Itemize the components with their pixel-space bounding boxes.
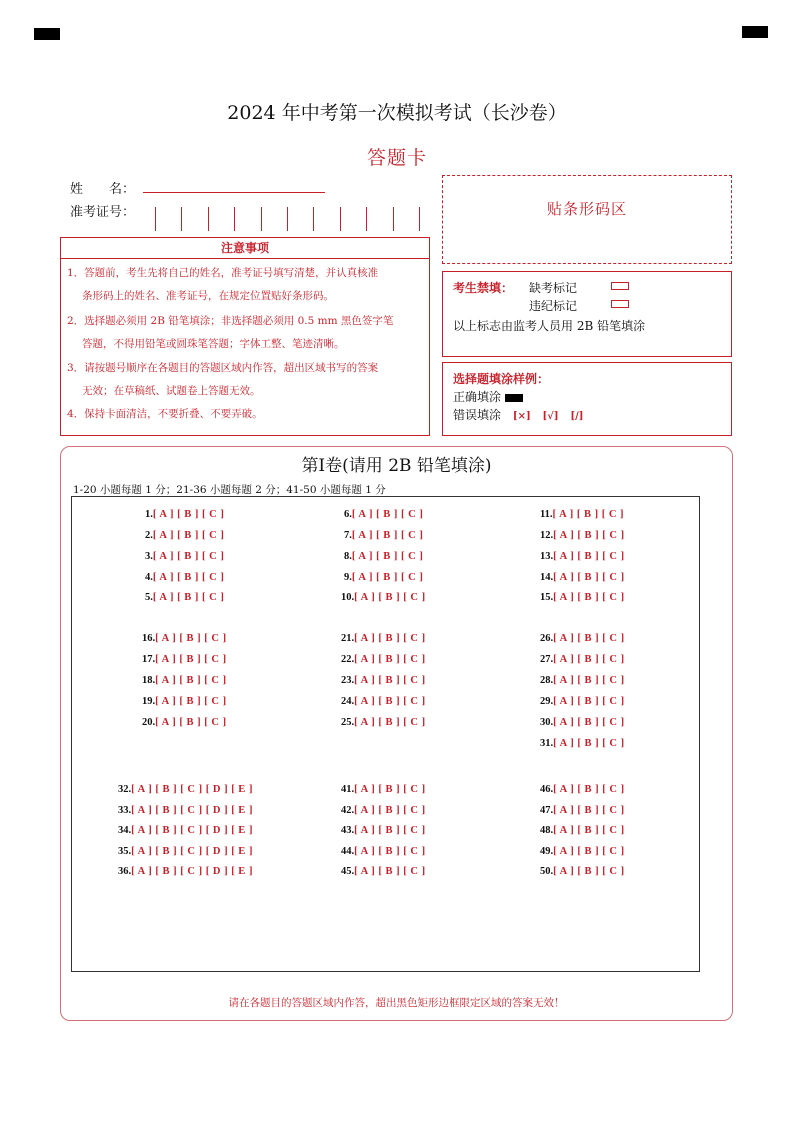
answer-row[interactable] <box>540 846 625 857</box>
notice-item: 1．答题前，考生先将自己的姓名，准考证号填写清楚，并认真核准 <box>67 267 379 279</box>
notice-item: 3．请按题号顺序在各题目的答题区域内作答，超出区域书写的答案 <box>67 362 379 374</box>
answer-options[interactable]: [ A ] [ B ] [ C ] <box>553 738 625 749</box>
answer-row[interactable] <box>540 551 625 562</box>
answer-row[interactable] <box>344 509 423 520</box>
answer-options[interactable]: [ A ] [ B ] [ C ] <box>553 846 625 857</box>
answer-options[interactable]: [ A ] [ B ] [ C ] <box>553 866 625 877</box>
answer-options[interactable]: [ A ] [ B ] [ C ] <box>155 675 227 686</box>
answer-options[interactable]: [ A ] [ B ] [ C ] <box>553 696 625 707</box>
correct-fill-row <box>453 388 523 405</box>
answer-row[interactable] <box>142 717 227 728</box>
correct-fill-label: 正确填涂 <box>453 390 502 404</box>
question-number: 4. <box>145 572 153 583</box>
answer-options[interactable]: [ A ] [ B ] [ C ] <box>553 717 625 728</box>
answer-options[interactable]: [ A ] [ B ] [ C ] <box>553 675 625 686</box>
question-number: 47. <box>540 805 554 816</box>
question-number: 30. <box>540 717 554 728</box>
answer-row[interactable] <box>341 633 426 644</box>
violation-label: 违纪标记 <box>529 299 578 313</box>
question-number: 5. <box>145 592 153 603</box>
answer-row[interactable] <box>341 675 426 686</box>
answer-options[interactable]: [ A ] [ B ] [ C ] <box>354 825 426 836</box>
forbidden-note: 以上标志由监考人员用 2B 铅笔填涂 <box>453 319 646 333</box>
section-one-title: 第Ⅰ卷(请用 2B 铅笔填涂) <box>301 456 492 476</box>
answer-row[interactable] <box>540 530 625 541</box>
notice-item: 条形码上的姓名、准考证号，在规定位置贴好条形码。 <box>82 290 334 302</box>
question-number: 18. <box>142 675 156 686</box>
id-label: 准考证号： <box>70 205 136 220</box>
question-number: 3. <box>145 551 153 562</box>
answer-row[interactable] <box>344 530 423 541</box>
question-number: 29. <box>540 696 554 707</box>
violation-mark-box[interactable] <box>611 300 629 308</box>
question-number: 1. <box>145 509 153 520</box>
answer-row[interactable] <box>341 784 426 795</box>
notice-box <box>60 259 430 436</box>
question-number: 21. <box>341 633 355 644</box>
answer-options[interactable]: [ A ] [ B ] [ C ] <box>553 654 625 665</box>
name-label: 姓 名： <box>70 182 136 197</box>
answer-options[interactable]: [ A ] [ B ] [ C ] <box>152 509 225 520</box>
answer-row[interactable] <box>540 805 625 816</box>
question-number: 28. <box>540 675 554 686</box>
answer-row[interactable] <box>540 572 625 583</box>
id-digit-box[interactable] <box>313 207 339 231</box>
answer-options[interactable]: [ A ] [ B ] [ C ] <box>354 846 426 857</box>
question-number: 43. <box>341 825 355 836</box>
answer-row[interactable] <box>145 509 224 520</box>
answer-options[interactable]: [ A ] [ B ] [ C ] <box>354 805 426 816</box>
registration-mark-left <box>34 28 60 40</box>
name-field[interactable] <box>143 192 325 193</box>
question-number: 11. <box>540 509 553 520</box>
answer-row[interactable] <box>142 654 227 665</box>
answer-row[interactable] <box>540 825 625 836</box>
answer-options[interactable]: [ A ] [ B ] [ C ] <box>354 633 426 644</box>
question-number: 45. <box>341 866 355 877</box>
answer-options[interactable]: [ A ] [ B ] [ C ] <box>354 654 426 665</box>
notice-item: 2．选择题必须用 2B 铅笔填涂；非选择题必须用 0.5 mm 黑色签字笔 <box>67 315 394 327</box>
question-number: 16. <box>142 633 156 644</box>
page-title: 2024 年中考第一次模拟考试（长沙卷） <box>227 102 567 124</box>
question-number: 49. <box>540 846 554 857</box>
sample-heading: 选择题填涂样例： <box>453 372 550 386</box>
question-number: 48. <box>540 825 554 836</box>
wrong-mark-cross: [×] <box>512 411 531 422</box>
question-number: 32. <box>118 784 132 795</box>
answer-options[interactable]: [ A ] [ B ] [ C ] <box>155 633 227 644</box>
question-number: 9. <box>344 572 352 583</box>
answer-row[interactable] <box>540 633 625 644</box>
question-number: 41. <box>341 784 355 795</box>
answer-options[interactable]: [ A ] [ B ] [ C ] <box>354 866 426 877</box>
answer-row[interactable] <box>145 530 224 541</box>
answer-options[interactable]: [ A ] [ B ] [ C ] [ D ] [ E ] <box>131 866 253 877</box>
answer-row[interactable] <box>118 784 253 795</box>
question-number: 17. <box>142 654 156 665</box>
answer-row[interactable] <box>540 717 625 728</box>
answer-options[interactable]: [ A ] [ B ] [ C ] <box>152 592 225 603</box>
answer-options[interactable]: [ A ] [ B ] [ C ] <box>553 825 625 836</box>
answer-row[interactable] <box>341 717 426 728</box>
wrong-mark-check: [√] <box>542 411 559 422</box>
exam-id-boxes[interactable] <box>155 207 420 231</box>
wrong-mark-slash: [/] <box>570 411 584 422</box>
answer-row[interactable] <box>540 738 625 749</box>
question-number: 2. <box>145 530 153 541</box>
question-number: 34. <box>118 825 132 836</box>
id-digit-box[interactable] <box>181 207 207 231</box>
question-number: 24. <box>341 696 355 707</box>
answer-options[interactable]: [ A ] [ B ] [ C ] <box>553 551 625 562</box>
question-number: 12. <box>540 530 554 541</box>
score-note: 1-20 小题每题 1 分；21-36 小题每题 2 分；41-50 小题每题 1 分 <box>73 484 386 496</box>
question-number: 36. <box>118 866 132 877</box>
answer-options[interactable]: [ A ] [ B ] [ C ] <box>354 696 426 707</box>
answer-row[interactable] <box>145 592 224 603</box>
answer-row[interactable] <box>540 654 625 665</box>
answer-row[interactable] <box>344 572 423 583</box>
question-number: 13. <box>540 551 554 562</box>
answer-options[interactable]: [ A ] [ B ] [ C ] <box>152 572 225 583</box>
answer-row[interactable] <box>118 866 253 877</box>
notice-item: 无效；在草稿纸、试题卷上答题无效。 <box>82 385 261 397</box>
id-digit-box[interactable] <box>287 207 313 231</box>
answer-row[interactable] <box>540 675 625 686</box>
answer-row[interactable] <box>540 784 625 795</box>
answer-options[interactable]: [ A ] [ B ] [ C ] [ D ] [ E ] <box>131 784 253 795</box>
question-number: 20. <box>142 717 156 728</box>
answer-options[interactable]: [ A ] [ B ] [ C ] <box>351 530 424 541</box>
question-number: 23. <box>341 675 355 686</box>
answer-options[interactable]: [ A ] [ B ] [ C ] <box>553 805 625 816</box>
answer-area-warning: 请在各题目的答题区域内作答，超出黑色矩形边框限定区域的答案无效！ <box>228 997 565 1009</box>
notice-item: 答题，不得用铅笔或圆珠笔答题；字体工整、笔迹清晰。 <box>82 338 345 350</box>
filled-mark-icon <box>505 394 523 402</box>
answer-options[interactable]: [ A ] [ B ] [ C ] <box>155 696 227 707</box>
barcode-label: 贴条形码区 <box>546 200 627 218</box>
page-subtitle: 答题卡 <box>366 147 427 169</box>
question-number: 19. <box>142 696 156 707</box>
answer-row[interactable] <box>341 825 426 836</box>
question-number: 42. <box>341 805 355 816</box>
question-number: 6. <box>344 509 352 520</box>
answer-options[interactable]: [ A ] [ B ] [ C ] <box>354 717 426 728</box>
question-number: 35. <box>118 846 132 857</box>
barcode-area <box>442 175 732 264</box>
answer-row[interactable] <box>341 805 426 816</box>
question-number: 15. <box>540 592 554 603</box>
answer-row[interactable] <box>341 592 426 603</box>
answer-row[interactable] <box>341 866 426 877</box>
id-digit-box[interactable] <box>155 207 181 231</box>
question-number: 8. <box>344 551 352 562</box>
answer-row[interactable] <box>341 846 426 857</box>
forbidden-heading: 考生禁填： <box>453 281 514 295</box>
answer-options[interactable]: [ A ] [ B ] [ C ] <box>553 633 625 644</box>
answer-row[interactable] <box>142 675 227 686</box>
answer-options[interactable]: [ A ] [ B ] [ C ] [ D ] [ E ] <box>131 825 253 836</box>
wrong-fill-label: 错误填涂 <box>453 408 502 422</box>
answer-options[interactable]: [ A ] [ B ] [ C ] <box>553 592 625 603</box>
answer-row[interactable] <box>540 509 624 520</box>
wrong-fill-row <box>453 406 584 423</box>
answer-row[interactable] <box>341 654 426 665</box>
notice-item: 4．保持卡面清洁，不要折叠、不要弄破。 <box>67 408 263 420</box>
question-number: 14. <box>540 572 554 583</box>
absent-mark-box[interactable] <box>611 282 629 290</box>
answer-row[interactable] <box>118 846 253 857</box>
answer-options[interactable]: [ A ] [ B ] [ C ] <box>553 530 625 541</box>
answer-options[interactable]: [ A ] [ B ] [ C ] <box>351 551 424 562</box>
id-digit-box[interactable] <box>366 207 392 231</box>
answer-options[interactable]: [ A ] [ B ] [ C ] <box>351 572 424 583</box>
answer-options[interactable]: [ A ] [ B ] [ C ] <box>152 530 225 541</box>
question-number: 27. <box>540 654 554 665</box>
question-number: 10. <box>341 592 355 603</box>
answer-row[interactable] <box>142 696 227 707</box>
question-number: 50. <box>540 866 554 877</box>
answer-row[interactable] <box>540 696 625 707</box>
question-number: 25. <box>341 717 355 728</box>
answer-row[interactable] <box>118 825 253 836</box>
answer-options[interactable]: [ A ] [ B ] [ C ] [ D ] [ E ] <box>131 805 253 816</box>
question-number: 31. <box>540 738 554 749</box>
id-digit-box[interactable] <box>393 207 420 231</box>
question-number: 26. <box>540 633 554 644</box>
answer-options[interactable]: [ A ] [ B ] [ C ] <box>155 717 227 728</box>
question-number: 33. <box>118 805 132 816</box>
id-digit-box[interactable] <box>234 207 260 231</box>
answer-options[interactable]: [ A ] [ B ] [ C ] <box>155 654 227 665</box>
answer-options[interactable]: [ A ] [ B ] [ C ] <box>552 509 625 520</box>
answer-row[interactable] <box>145 572 224 583</box>
answer-options[interactable]: [ A ] [ B ] [ C ] <box>553 572 625 583</box>
answer-options[interactable]: [ A ] [ B ] [ C ] <box>152 551 225 562</box>
notice-heading: 注意事项 <box>60 237 430 259</box>
answer-row[interactable] <box>344 551 423 562</box>
forbidden-box <box>442 271 732 357</box>
answer-row[interactable] <box>142 633 227 644</box>
answer-row[interactable] <box>540 866 625 877</box>
answer-options[interactable]: [ A ] [ B ] [ C ] <box>553 784 625 795</box>
answer-row[interactable] <box>118 805 253 816</box>
answer-options[interactable]: [ A ] [ B ] [ C ] <box>351 509 424 520</box>
question-number: 44. <box>341 846 355 857</box>
answer-grid <box>71 496 700 972</box>
id-digit-box[interactable] <box>340 207 366 231</box>
fill-sample-box <box>442 362 732 436</box>
answer-row[interactable] <box>540 592 625 603</box>
answer-options[interactable]: [ A ] [ B ] [ C ] <box>354 592 426 603</box>
id-digit-box[interactable] <box>208 207 234 231</box>
registration-mark-right <box>742 26 768 38</box>
answer-options[interactable]: [ A ] [ B ] [ C ] <box>354 675 426 686</box>
answer-row[interactable] <box>145 551 224 562</box>
absent-label: 缺考标记 <box>529 281 578 295</box>
answer-row[interactable] <box>341 696 426 707</box>
id-digit-box[interactable] <box>261 207 287 231</box>
question-number: 7. <box>344 530 352 541</box>
question-number: 22. <box>341 654 355 665</box>
question-number: 46. <box>540 784 554 795</box>
answer-options[interactable]: [ A ] [ B ] [ C ] <box>354 784 426 795</box>
answer-options[interactable]: [ A ] [ B ] [ C ] [ D ] [ E ] <box>131 846 253 857</box>
